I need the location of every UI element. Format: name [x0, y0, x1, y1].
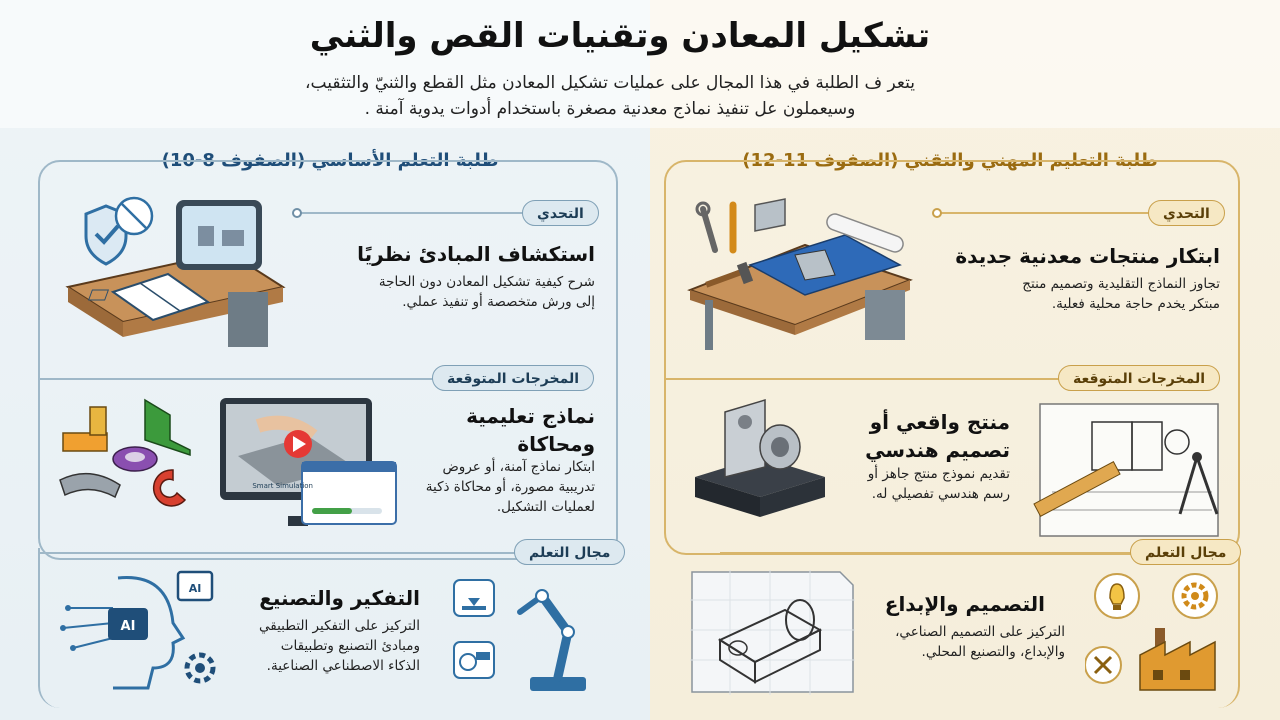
right-outcomes-connector — [666, 378, 1066, 380]
right-learning-title: التصميم والإبداع — [884, 592, 1045, 616]
innovation-factory-illustration — [1085, 570, 1225, 695]
l-bracket-icon — [145, 400, 190, 455]
factory-icon — [1140, 628, 1215, 690]
left-outcomes-title-2: ومحاكاة — [517, 432, 595, 456]
right-challenge-text-2: مبتكر يخدم حاجة محلية فعلية. — [1051, 296, 1220, 312]
left-outcomes-text-1: ابتكار نماذج آمنة، أو عروض — [442, 459, 595, 475]
right-challenge-text — [925, 274, 1220, 314]
metal-sheet-icon — [755, 199, 785, 231]
press-icon — [454, 580, 494, 616]
right-learning-text-1: التركيز على التصميم الصناعي، — [895, 624, 1065, 640]
ai-head-illustration — [58, 568, 238, 698]
c-ring-icon — [154, 470, 185, 506]
left-outcomes-title-1: نماذج تعليمية — [466, 404, 595, 428]
no-touch-icon — [116, 198, 152, 234]
right-challenge-title: ابتكار منتجات معدنية جديدة — [955, 244, 1220, 268]
workbench-illustration — [685, 195, 915, 355]
drawing-sheet — [1040, 404, 1218, 536]
engineering-drawing-illustration — [1032, 402, 1232, 542]
left-challenge-text-1: شرح كيفية تشكيل المعادن دون الحاجة — [378, 274, 595, 290]
left-challenge-text-2: إلى ورش متخصصة أو تنفيذ عملي. — [402, 294, 595, 310]
metal-shapes-illustration — [55, 395, 205, 515]
right-learning-text-2: والإبداع، والتصنيع المحلي. — [921, 644, 1065, 660]
left-learning-text — [245, 616, 420, 676]
simulation-monitor-illustration — [218, 396, 400, 528]
right-outcomes-title-1: منتج واقعي أو — [869, 410, 1010, 434]
left-outcomes-text-3: لعمليات التشكيل. — [496, 499, 595, 515]
bracket-part-icon — [725, 400, 800, 477]
right-outcomes-text-1: تقديم نموذج منتج جاهز أو — [867, 466, 1010, 482]
subtitle-line-2: وسيعملون عل تنفيذ نماذج معدنية مصغرة باستخدام أدوات يدوية آمنة . — [364, 99, 856, 119]
subtitle-line-1: يتعر ف الطلبة في هذا المجال على عمليات تشكيل المعادن مثل القطع والثنيّ والتثقيب، — [305, 73, 915, 93]
ai-chip-label: AI — [120, 619, 136, 634]
left-learning-connector — [40, 552, 520, 554]
left-learning-text-1: التركيز على التفكير التطبيقي — [259, 618, 420, 634]
peg-block-icon — [63, 407, 107, 451]
left-learning-tag: مجال التعلم — [514, 539, 625, 565]
robot-arm-icon — [520, 590, 586, 691]
left-outcomes-text-2: تدريبية مصورة، أو محاكاة ذكية — [425, 479, 595, 495]
right-outcomes-text — [835, 464, 1010, 504]
cad-sheet — [690, 570, 855, 695]
left-challenge-connector — [300, 212, 530, 214]
play-button-icon — [284, 430, 312, 458]
page-title: تشكيل المعادن وتقنيات القص والثني — [309, 16, 931, 56]
left-learning-text-3: الذكاء الاصطناعي الصناعية. — [266, 658, 420, 674]
right-learning-tag: مجال التعلم — [1130, 539, 1241, 565]
simulation-window-label: Smart Simulation — [252, 482, 313, 490]
right-outcomes-text-2: رسم هندسي تفصيلي له. — [871, 486, 1010, 502]
tools-icon — [1085, 647, 1121, 683]
right-learning-text — [860, 622, 1065, 662]
right-outcomes-tag: المخرجات المتوقعة — [1058, 365, 1220, 391]
left-outcomes-tag: المخرجات المتوقعة — [432, 365, 594, 391]
ai-chip-small-label: AI — [188, 582, 202, 595]
gear-icon — [187, 655, 213, 681]
gear-icon-right — [1173, 574, 1217, 618]
left-outcomes-connector — [40, 378, 440, 380]
robot-arm-illustration — [450, 572, 600, 698]
right-challenge-dot — [932, 208, 942, 218]
left-challenge-tag: التحدي — [522, 200, 599, 226]
right-column-heading: طلبة التعليم المهني والتقني (الصفوف 11-12) — [742, 150, 1158, 171]
right-challenge-text-1: تجاوز النماذج التقليدية وتصميم منتج — [1022, 276, 1220, 292]
right-challenge-tag: التحدي — [1148, 200, 1225, 226]
ai-chip-small-icon — [178, 572, 212, 600]
right-challenge-connector — [940, 212, 1160, 214]
tablet-icon — [176, 200, 262, 270]
left-learning-text-2: ومبادئ التصنيع وتطبيقات — [280, 638, 420, 654]
left-learning-title: التفكير والتصنيع — [259, 586, 420, 610]
right-outcomes-title-2: تصميم هندسي — [865, 438, 1010, 462]
right-outcomes-title — [835, 408, 1010, 464]
left-column-heading: طلبة التعلم الأساسي (الصفوف 8-10) — [161, 150, 499, 171]
curved-plate-icon — [60, 474, 120, 497]
page-subtitle — [200, 70, 1020, 122]
simulation-window — [302, 462, 396, 524]
cad-drawing-illustration — [690, 570, 855, 695]
study-desk-illustration — [58, 192, 298, 352]
left-outcomes-text — [400, 457, 595, 517]
ring-icon — [113, 447, 157, 471]
ai-chip-icon — [108, 608, 148, 640]
wrench-icon — [697, 203, 715, 250]
left-challenge-text — [300, 272, 595, 312]
metal-product-illustration — [690, 392, 830, 522]
lightbulb-icon — [1095, 574, 1139, 618]
left-outcomes-title — [400, 402, 595, 458]
cutting-icon — [454, 642, 494, 678]
left-challenge-title: استكشاف المبادئ نظريًا — [357, 242, 595, 266]
